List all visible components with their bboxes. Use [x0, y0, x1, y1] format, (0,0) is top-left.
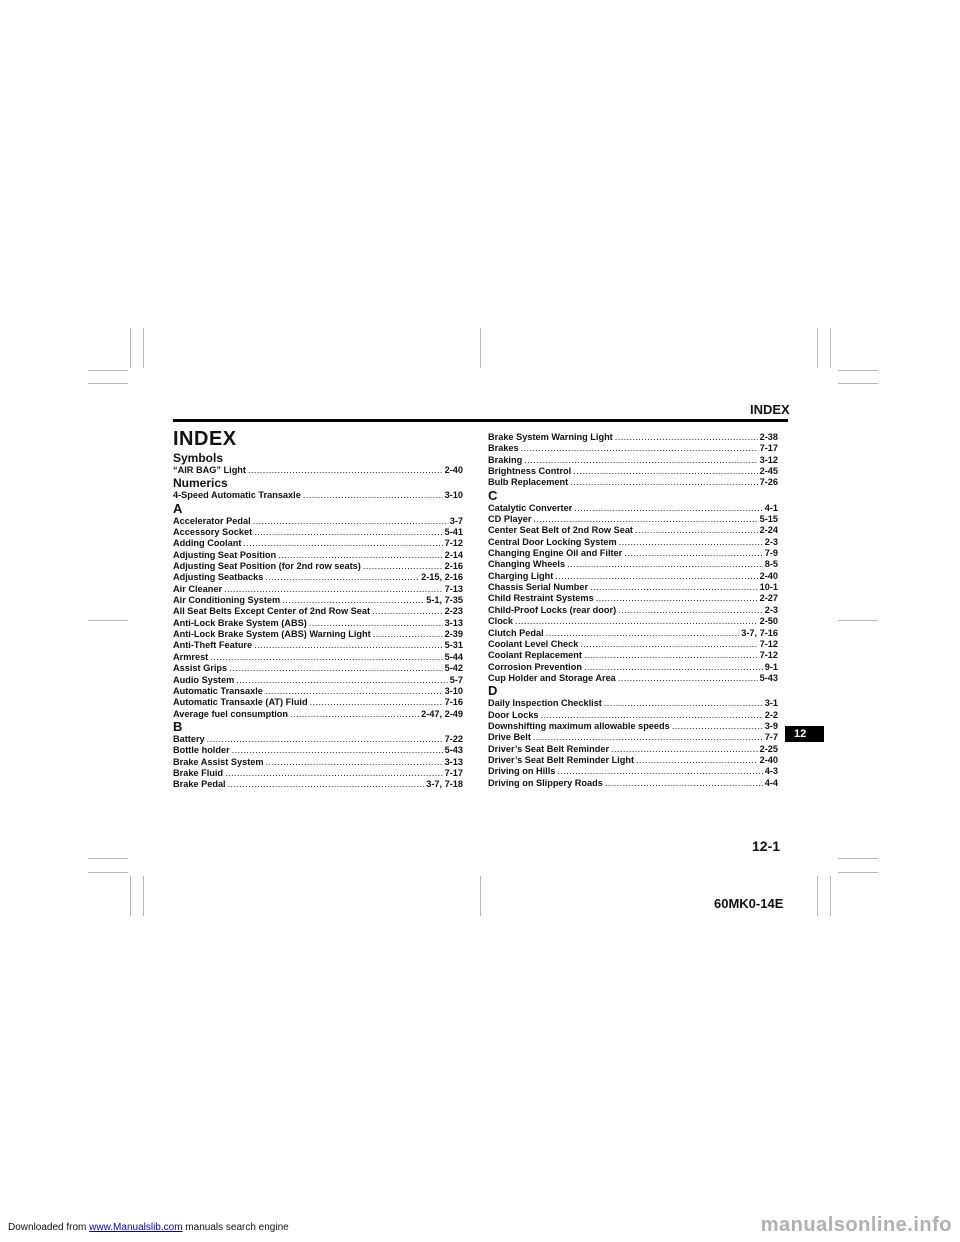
index-entry-pages[interactable]: 2-16	[444, 561, 463, 572]
index-entry-pages[interactable]: 7-17	[759, 443, 778, 454]
crop-mark	[817, 328, 818, 368]
index-entry[interactable]	[173, 768, 463, 779]
dot-leader	[207, 734, 443, 745]
crop-mark	[88, 383, 128, 384]
index-entry-label: Changing Engine Oil and Filter	[488, 548, 623, 559]
dot-leader	[604, 698, 763, 709]
index-entry-pages[interactable]: 7-22	[444, 733, 463, 744]
manualslib-link[interactable]: www.Manualslib.com	[89, 1222, 183, 1233]
dot-leader	[521, 443, 758, 454]
index-entry[interactable]	[488, 582, 778, 593]
dot-leader	[266, 757, 443, 768]
crop-mark	[838, 620, 878, 621]
index-entry-label: Brightness Control	[488, 466, 572, 477]
index-entry[interactable]	[488, 455, 778, 466]
dot-leader	[265, 686, 443, 697]
index-entry[interactable]	[488, 744, 778, 755]
index-entry-label: Downshifting maximum allowable speeds	[488, 720, 670, 731]
index-entry-label: Adjusting Seatbacks	[173, 572, 264, 583]
dot-leader	[574, 503, 762, 514]
index-entry-label: Adding Coolant	[173, 538, 242, 549]
dot-leader	[533, 732, 763, 743]
index-entry[interactable]	[173, 465, 463, 476]
index-entry-label: Battery	[173, 733, 205, 744]
index-entry-pages[interactable]: 2-40	[759, 754, 778, 765]
index-entry[interactable]	[488, 639, 778, 650]
dot-leader	[615, 432, 758, 443]
index-entry-label: Assist Grips	[173, 663, 228, 674]
index-entry-pages[interactable]: 9-1	[764, 661, 778, 672]
index-section-heading: D	[488, 683, 498, 699]
index-entry-pages[interactable]: 7-7	[764, 732, 778, 743]
dot-leader	[232, 745, 443, 756]
watermark: manualsonline.info	[760, 1214, 952, 1236]
index-entry-pages[interactable]: 8-5	[764, 559, 778, 570]
dot-leader	[567, 559, 763, 570]
dot-leader	[546, 628, 740, 639]
index-entry-label: Driver’s Seat Belt Reminder	[488, 743, 610, 754]
dot-leader	[236, 675, 447, 686]
crop-mark	[838, 383, 878, 384]
dot-leader	[541, 710, 763, 721]
index-entry-pages[interactable]: 2-27	[759, 593, 778, 604]
dot-leader	[265, 572, 419, 583]
index-entry[interactable]	[173, 779, 463, 790]
index-entry[interactable]	[488, 559, 778, 570]
document-code: 60MK0-14E	[714, 896, 784, 911]
index-entry-label: Child-Proof Locks (rear door)	[488, 604, 617, 615]
dot-leader	[611, 744, 758, 755]
index-entry-pages[interactable]: 5-31	[444, 640, 463, 651]
dot-leader	[243, 538, 442, 549]
index-entry[interactable]	[488, 673, 778, 684]
dot-leader	[555, 571, 757, 582]
index-entry-pages[interactable]: 3-13	[444, 756, 463, 767]
index-section-heading: Numerics	[173, 476, 228, 491]
index-entry-label: Charging Light	[488, 570, 554, 581]
index-entry-pages[interactable]: 2-14	[444, 549, 463, 560]
index-entry[interactable]	[488, 466, 778, 477]
index-entry-label: Accessory Socket	[173, 527, 253, 538]
dot-leader	[254, 640, 442, 651]
index-entry[interactable]	[173, 538, 463, 549]
header-rule	[173, 419, 788, 422]
dot-leader	[618, 605, 763, 616]
crop-mark	[480, 876, 481, 916]
index-entry-label: Brake System Warning Light	[488, 432, 613, 442]
index-entry-pages[interactable]: 7-13	[444, 583, 463, 594]
index-entry[interactable]	[488, 698, 778, 709]
index-entry-pages[interactable]: 2-25	[759, 743, 778, 754]
index-entry-pages[interactable]: 4-1	[764, 502, 778, 513]
dot-leader	[570, 477, 757, 488]
index-entry-pages[interactable]: 3-10	[444, 685, 463, 696]
index-entry-label: Driving on Hills	[488, 766, 556, 777]
index-entry-label: Automatic Transaxle	[173, 685, 263, 696]
index-entry-pages[interactable]: 4-3	[764, 766, 778, 777]
index-entry-pages[interactable]: 3-7, 7-18	[426, 779, 463, 790]
index-entry-pages[interactable]: 3-9	[764, 720, 778, 731]
index-entry-label: Air Cleaner	[173, 583, 223, 594]
index-entry[interactable]	[173, 550, 463, 561]
index-entry-label: Clock	[488, 616, 514, 627]
index-entry[interactable]	[173, 709, 463, 720]
index-entry-pages[interactable]: 3-7, 7-16	[741, 627, 778, 638]
crop-mark	[88, 872, 128, 873]
index-entry-pages[interactable]: 10-1	[759, 582, 778, 593]
dot-leader	[573, 466, 757, 477]
index-entry[interactable]	[488, 616, 778, 627]
index-entry-pages[interactable]: 5-1, 7-35	[426, 595, 463, 606]
crop-mark	[88, 620, 128, 621]
index-entry[interactable]	[488, 710, 778, 721]
crop-mark	[130, 328, 131, 368]
index-entry-label: Armrest	[173, 651, 209, 662]
index-entry-pages[interactable]: 3-12	[759, 454, 778, 465]
index-entry-label: Coolant Replacement	[488, 650, 582, 661]
index-entry-pages[interactable]: 3-10	[444, 490, 463, 501]
dot-leader	[596, 593, 758, 604]
index-entry-label: Braking	[488, 454, 523, 465]
index-entry[interactable]	[173, 734, 463, 745]
index-entry[interactable]	[488, 721, 778, 732]
page-number: 12-1	[752, 838, 781, 854]
index-entry[interactable]	[488, 503, 778, 514]
chapter-tab[interactable]: 12	[785, 726, 824, 742]
index-entry-pages[interactable]: 2-50	[759, 616, 778, 627]
index-entry[interactable]	[488, 755, 778, 766]
index-entry[interactable]	[173, 757, 463, 768]
index-entry[interactable]	[173, 663, 463, 674]
index-entry-label: Adjusting Seat Position	[173, 549, 277, 560]
dot-leader	[310, 697, 443, 708]
index-column-right	[488, 432, 778, 789]
index-entry[interactable]	[488, 732, 778, 743]
dot-leader	[282, 595, 424, 606]
dot-leader	[618, 673, 758, 684]
index-entry-pages[interactable]: 7-12	[444, 538, 463, 549]
index-entry[interactable]	[488, 593, 778, 604]
index-entry-pages[interactable]: 2-47, 2-49	[421, 708, 463, 719]
index-entry-pages[interactable]: 5-41	[444, 527, 463, 538]
index-entry-label: Anti-Theft Feature	[173, 640, 253, 651]
index-entry-label: Child Restraint Systems	[488, 593, 594, 604]
index-entry-label: Anti-Lock Brake System (ABS) Warning Light	[173, 629, 371, 640]
index-entry-pages[interactable]: 5-42	[444, 663, 463, 674]
dot-leader	[672, 721, 763, 732]
index-entry-label: Daily Inspection Checklist	[488, 698, 602, 709]
index-entry[interactable]	[488, 650, 778, 661]
dot-leader	[248, 465, 443, 476]
dot-leader	[584, 662, 763, 673]
index-section-heading: C	[488, 487, 498, 503]
index-entry-label: Air Conditioning System	[173, 595, 281, 606]
index-entry-label: Drive Belt	[488, 732, 531, 743]
index-entry-label: Bottle holder	[173, 745, 230, 756]
index-entry[interactable]	[173, 745, 463, 756]
index-entry-label: CD Player	[488, 514, 532, 525]
dot-leader	[254, 527, 442, 538]
index-entry-label: Driver’s Seat Belt Reminder Light	[488, 754, 635, 765]
index-entry-label: Accelerator Pedal	[173, 515, 251, 526]
dot-leader	[635, 525, 758, 536]
index-entry-pages[interactable]: 2-45	[759, 466, 778, 477]
index-entry-label: All Seat Belts Except Center of 2nd Row Seat	[173, 606, 371, 617]
index-entry-label: Adjusting Seat Position (for 2nd row seats)	[173, 561, 361, 572]
index-entry-label: Driving on Slippery Roads	[488, 777, 603, 788]
page-title: INDEX	[173, 428, 237, 450]
index-entry-label: Center Seat Belt of 2nd Row Seat	[488, 525, 633, 536]
index-entry[interactable]	[488, 432, 778, 443]
crop-mark	[88, 370, 128, 371]
crop-mark	[130, 876, 131, 916]
index-entry-pages[interactable]: 5-7	[449, 674, 463, 685]
dot-leader	[229, 663, 442, 674]
index-entry[interactable]	[173, 527, 463, 538]
index-entry-pages[interactable]: 5-43	[759, 672, 778, 683]
index-entry-pages[interactable]: 5-15	[759, 514, 778, 525]
index-entry-pages[interactable]: 7-12	[759, 650, 778, 661]
crop-mark	[817, 876, 818, 916]
index-entry-pages[interactable]: 7-26	[759, 477, 778, 488]
dot-leader	[515, 616, 758, 627]
index-entry-pages[interactable]: 7-16	[444, 697, 463, 708]
index-entry-label: Average fuel consumption	[173, 708, 289, 719]
crop-mark	[143, 876, 144, 916]
dot-leader	[210, 652, 442, 663]
index-entry[interactable]	[488, 477, 778, 488]
index-entry-pages[interactable]: 2-38	[759, 432, 778, 442]
index-entry-pages[interactable]: 2-2	[764, 709, 778, 720]
index-entry[interactable]	[488, 514, 778, 525]
index-section-heading: B	[173, 718, 183, 734]
index-entry[interactable]	[173, 572, 463, 583]
index-entry-pages[interactable]: 2-24	[759, 525, 778, 536]
crop-mark	[838, 858, 878, 859]
index-entry[interactable]	[173, 606, 463, 617]
index-entry-pages[interactable]: 2-40	[759, 570, 778, 581]
dot-leader	[253, 516, 448, 527]
index-entry-label: Brakes	[488, 443, 519, 454]
crop-mark	[830, 328, 831, 368]
dot-leader	[533, 514, 757, 525]
index-entry-pages[interactable]: 2-39	[444, 629, 463, 640]
index-entry-label: Chassis Serial Number	[488, 582, 589, 593]
index-entry[interactable]	[488, 537, 778, 548]
index-entry-label: Door Locks	[488, 709, 539, 720]
dot-leader	[605, 778, 763, 789]
dot-leader	[624, 548, 762, 559]
index-entry-label: Coolant Level Check	[488, 638, 579, 649]
index-entry-label: Automatic Transaxle (AT) Fluid	[173, 697, 308, 708]
index-entry-label: Changing Wheels	[488, 559, 566, 570]
index-entry-pages[interactable]: 2-23	[444, 606, 463, 617]
index-entry[interactable]	[173, 595, 463, 606]
banner-prefix: Downloaded from	[8, 1222, 90, 1233]
crop-mark	[480, 328, 481, 368]
index-entry-label: Audio System	[173, 674, 235, 685]
index-entry-pages[interactable]: 3-1	[764, 698, 778, 709]
index-entry-label: “AIR BAG” Light	[173, 465, 246, 475]
dot-leader	[363, 561, 443, 572]
index-entry-pages[interactable]: 2-3	[764, 536, 778, 547]
index-entry[interactable]	[488, 766, 778, 777]
index-entry-label: Corrosion Prevention	[488, 661, 582, 672]
index-entry[interactable]	[173, 686, 463, 697]
index-entry[interactable]	[488, 628, 778, 639]
index-entry-label: Brake Pedal	[173, 779, 226, 790]
index-entry[interactable]	[488, 525, 778, 536]
index-entry-label: Brake Assist System	[173, 756, 264, 767]
dot-leader	[372, 606, 443, 617]
index-entry[interactable]	[173, 697, 463, 708]
download-banner	[8, 1222, 289, 1233]
index-entry-pages[interactable]: 5-44	[444, 651, 463, 662]
index-entry[interactable]	[173, 629, 463, 640]
dot-leader	[619, 537, 763, 548]
dot-leader	[584, 650, 758, 661]
dot-leader	[290, 709, 419, 720]
index-entry-pages[interactable]: 7-12	[759, 638, 778, 649]
dot-leader	[373, 629, 443, 640]
index-section-heading: A	[173, 500, 183, 516]
index-entry[interactable]	[173, 561, 463, 572]
crop-mark	[143, 328, 144, 368]
index-entry-label: Clutch Pedal	[488, 627, 544, 638]
index-entry[interactable]	[173, 618, 463, 629]
dot-leader	[278, 550, 443, 561]
index-entry-label: Brake Fluid	[173, 767, 224, 778]
crop-mark	[838, 370, 878, 371]
dot-leader	[524, 455, 757, 466]
index-entry-pages[interactable]: 7-17	[444, 767, 463, 778]
index-entry-pages[interactable]: 3-13	[444, 617, 463, 628]
banner-suffix: manuals search engine	[182, 1222, 289, 1233]
index-entry[interactable]	[488, 778, 778, 789]
index-entry[interactable]	[488, 548, 778, 559]
dot-leader	[309, 618, 443, 629]
crop-mark	[88, 858, 128, 859]
index-entry-label: Anti-Lock Brake System (ABS)	[173, 617, 307, 628]
index-entry-label: 4-Speed Automatic Transaxle	[173, 490, 301, 501]
dot-leader	[590, 582, 758, 593]
index-entry[interactable]	[488, 571, 778, 582]
index-entry-pages[interactable]: 2-15, 2-16	[421, 572, 463, 583]
dot-leader	[636, 755, 758, 766]
index-entry-label: Bulb Replacement	[488, 477, 569, 488]
crop-mark	[838, 872, 878, 873]
dot-leader	[557, 766, 762, 777]
dot-leader	[580, 639, 757, 650]
index-column-left	[173, 451, 463, 791]
index-entry-pages[interactable]: 7-9	[764, 548, 778, 559]
index-entry[interactable]	[173, 516, 463, 527]
dot-leader	[303, 490, 443, 501]
index-entry[interactable]	[173, 640, 463, 651]
index-entry-label: Central Door Locking System	[488, 536, 617, 547]
index-entry[interactable]	[488, 443, 778, 454]
index-entry[interactable]	[488, 605, 778, 616]
dot-leader	[228, 779, 425, 790]
index-entry-label: Catalytic Converter	[488, 502, 573, 513]
crop-mark	[830, 876, 831, 916]
index-entry-pages[interactable]: 3-7	[449, 515, 463, 526]
index-entry-pages[interactable]: 5-43	[444, 745, 463, 756]
running-header-title: INDEX	[750, 402, 790, 417]
dot-leader	[224, 584, 443, 595]
index-entry[interactable]	[173, 490, 463, 501]
dot-leader	[225, 768, 443, 779]
index-entry[interactable]	[173, 584, 463, 595]
index-entry[interactable]	[173, 675, 463, 686]
index-entry-label: Cup Holder and Storage Area	[488, 672, 616, 683]
index-entry[interactable]	[173, 652, 463, 663]
index-entry[interactable]	[488, 662, 778, 673]
index-entry-pages[interactable]: 4-4	[764, 777, 778, 788]
index-entry-pages[interactable]: 2-40	[444, 465, 463, 475]
index-entry-pages[interactable]: 2-3	[764, 604, 778, 615]
index-section-heading: Symbols	[173, 451, 224, 465]
